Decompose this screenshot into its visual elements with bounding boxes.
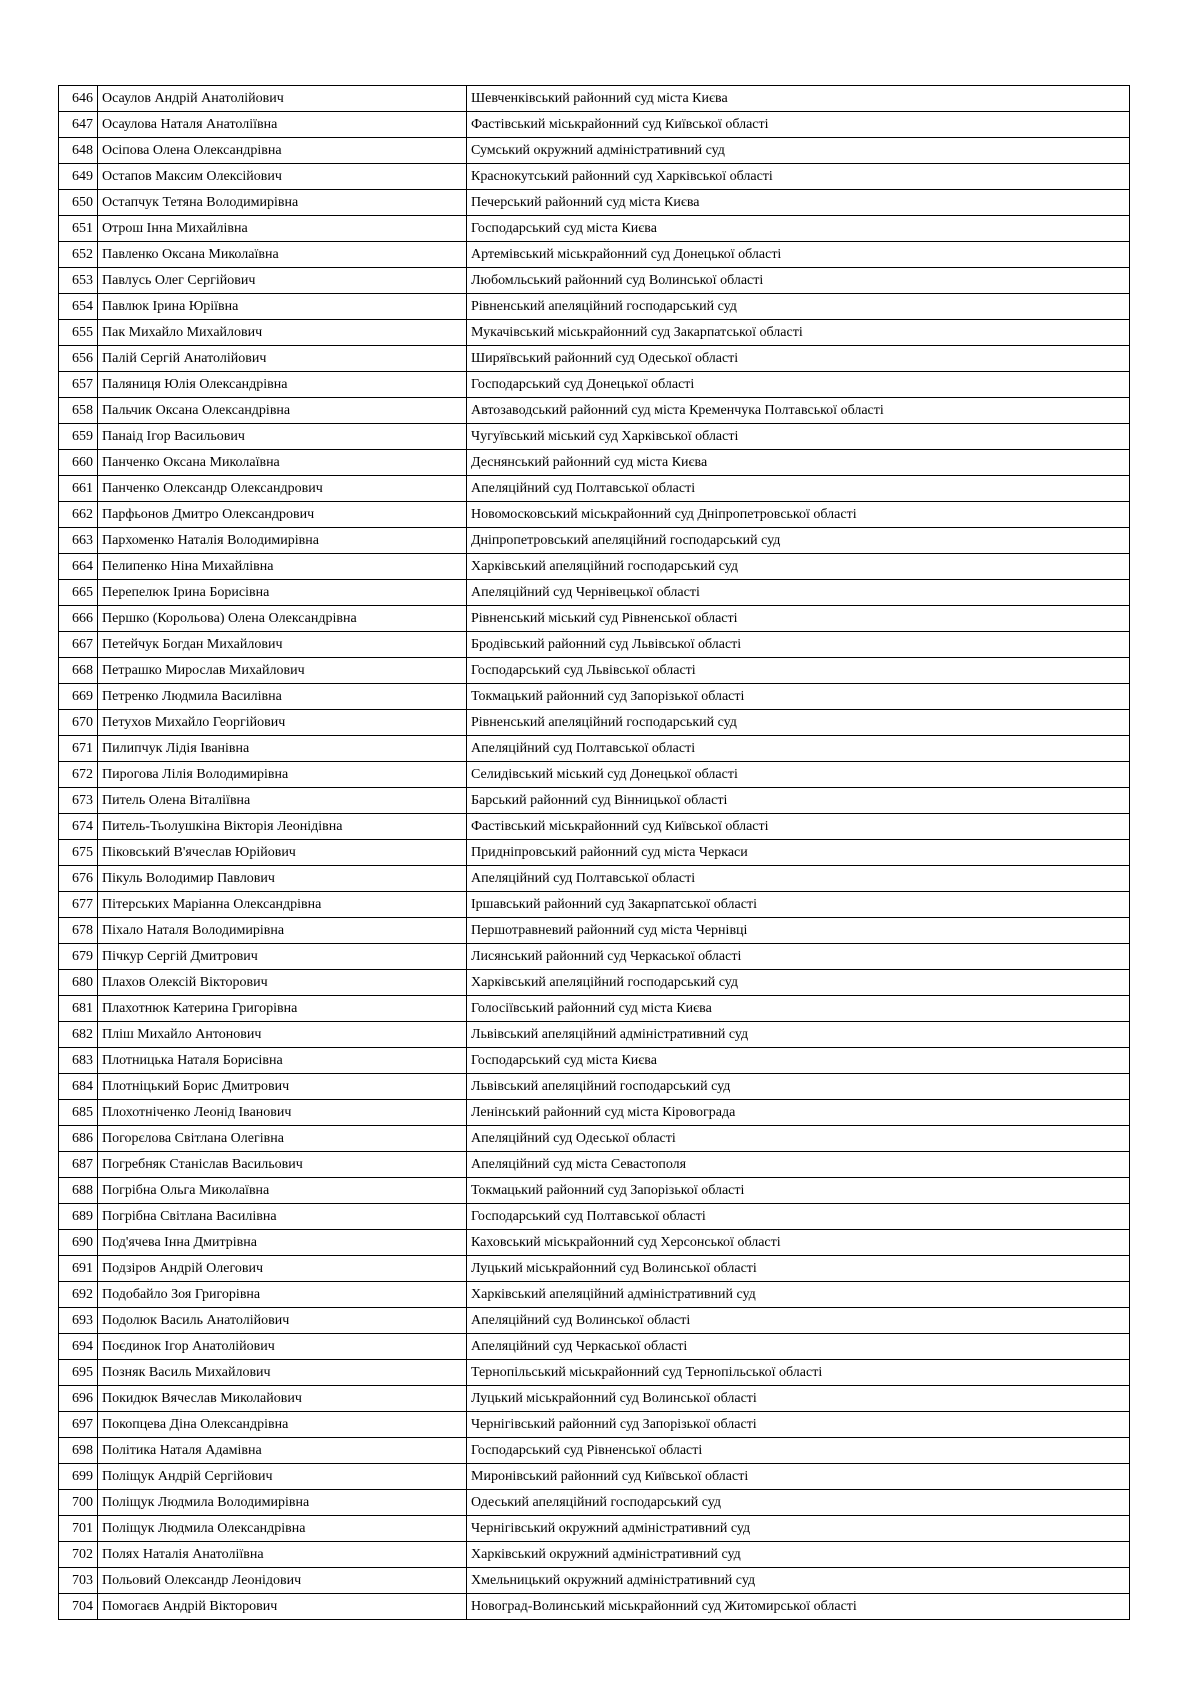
judge-name-cell: Паляниця Юлія Олександрівна [98, 372, 467, 398]
row-number-cell: 697 [59, 1412, 98, 1438]
row-number-cell: 699 [59, 1464, 98, 1490]
table-row [59, 788, 1130, 814]
court-name-cell: Одеський апеляційний господарський суд [467, 1490, 1130, 1516]
row-number-cell: 650 [59, 190, 98, 216]
court-name-cell: Першотравневий районний суд міста Чернівці [467, 918, 1130, 944]
table-row [59, 1360, 1130, 1386]
judge-name-cell: Питель-Тьолушкіна Вікторія Леонідівна [98, 814, 467, 840]
court-name-cell: Господарський суд міста Києва [467, 1048, 1130, 1074]
judge-name-cell: Плотницька Наталя Борисівна [98, 1048, 467, 1074]
table-row [59, 398, 1130, 424]
court-name-cell: Сумський окружний адміністративний суд [467, 138, 1130, 164]
court-name-cell: Львівський апеляційний господарський суд [467, 1074, 1130, 1100]
judge-name-cell: Пелипенко Ніна Михайлівна [98, 554, 467, 580]
row-number-cell: 682 [59, 1022, 98, 1048]
table-row [59, 476, 1130, 502]
judge-name-cell: Под'ячева Інна Дмитрівна [98, 1230, 467, 1256]
table-row [59, 112, 1130, 138]
court-name-cell: Артемівський міськрайонний суд Донецької області [467, 242, 1130, 268]
court-name-cell: Селидівський міський суд Донецької області [467, 762, 1130, 788]
court-name-cell: Бродівський районний суд Львівської області [467, 632, 1130, 658]
row-number-cell: 700 [59, 1490, 98, 1516]
row-number-cell: 653 [59, 268, 98, 294]
judge-name-cell: Пархоменко Наталія Володимирівна [98, 528, 467, 554]
court-name-cell: Апеляційний суд Чернівецької області [467, 580, 1130, 606]
court-name-cell: Фастівський міськрайонний суд Київської області [467, 814, 1130, 840]
judge-name-cell: Панченко Оксана Миколаївна [98, 450, 467, 476]
table-row [59, 1256, 1130, 1282]
table-row [59, 268, 1130, 294]
row-number-cell: 662 [59, 502, 98, 528]
table-row [59, 1542, 1130, 1568]
table-row [59, 1386, 1130, 1412]
court-name-cell: Автозаводський районний суд міста Кременчука Полтавської області [467, 398, 1130, 424]
judge-name-cell: Панаід Ігор Васильович [98, 424, 467, 450]
court-name-cell: Апеляційний суд Полтавської області [467, 736, 1130, 762]
table-row [59, 814, 1130, 840]
judge-name-cell: Палій Сергій Анатолійович [98, 346, 467, 372]
row-number-cell: 701 [59, 1516, 98, 1542]
court-name-cell: Апеляційний суд Волинської області [467, 1308, 1130, 1334]
row-number-cell: 667 [59, 632, 98, 658]
table-row [59, 164, 1130, 190]
table-row [59, 866, 1130, 892]
row-number-cell: 668 [59, 658, 98, 684]
row-number-cell: 656 [59, 346, 98, 372]
row-number-cell: 690 [59, 1230, 98, 1256]
row-number-cell: 683 [59, 1048, 98, 1074]
court-name-cell: Львівський апеляційний адміністративний суд [467, 1022, 1130, 1048]
table-row [59, 320, 1130, 346]
judge-name-cell: Пак Михайло Михайлович [98, 320, 467, 346]
table-row [59, 1334, 1130, 1360]
table-row [59, 1412, 1130, 1438]
table-row [59, 632, 1130, 658]
court-name-cell: Рівненський апеляційний господарський суд [467, 294, 1130, 320]
row-number-cell: 669 [59, 684, 98, 710]
table-row [59, 580, 1130, 606]
table-row [59, 918, 1130, 944]
court-name-cell: Господарський суд Рівненської області [467, 1438, 1130, 1464]
judge-name-cell: Пітерських Маріанна Олександрівна [98, 892, 467, 918]
table-row [59, 1022, 1130, 1048]
row-number-cell: 655 [59, 320, 98, 346]
row-number-cell: 661 [59, 476, 98, 502]
table-row [59, 892, 1130, 918]
judge-name-cell: Поліщук Андрій Сергійович [98, 1464, 467, 1490]
row-number-cell: 689 [59, 1204, 98, 1230]
row-number-cell: 657 [59, 372, 98, 398]
row-number-cell: 660 [59, 450, 98, 476]
table-row [59, 450, 1130, 476]
judge-name-cell: Полях Наталія Анатоліївна [98, 1542, 467, 1568]
table-row [59, 216, 1130, 242]
judge-name-cell: Пальчик Оксана Олександрівна [98, 398, 467, 424]
row-number-cell: 677 [59, 892, 98, 918]
table-row [59, 1100, 1130, 1126]
row-number-cell: 680 [59, 970, 98, 996]
court-name-cell: Ширяївський районний суд Одеської області [467, 346, 1130, 372]
row-number-cell: 648 [59, 138, 98, 164]
court-name-cell: Апеляційний суд Одеської області [467, 1126, 1130, 1152]
table-row [59, 1464, 1130, 1490]
table-row [59, 86, 1130, 112]
table-row [59, 1594, 1130, 1620]
table-row [59, 944, 1130, 970]
court-name-cell: Ленінський районний суд міста Кіровограда [467, 1100, 1130, 1126]
judge-name-cell: Панченко Олександр Олександрович [98, 476, 467, 502]
court-name-cell: Миронівський районний суд Київської області [467, 1464, 1130, 1490]
judge-name-cell: Остапов Максим Олексійович [98, 164, 467, 190]
row-number-cell: 673 [59, 788, 98, 814]
judge-name-cell: Подобайло Зоя Григорівна [98, 1282, 467, 1308]
judge-name-cell: Петренко Людмила Василівна [98, 684, 467, 710]
judge-name-cell: Польовий Олександр Леонідович [98, 1568, 467, 1594]
table-row [59, 1438, 1130, 1464]
table-row [59, 1152, 1130, 1178]
row-number-cell: 651 [59, 216, 98, 242]
table-row [59, 1204, 1130, 1230]
table-row [59, 1516, 1130, 1542]
row-number-cell: 652 [59, 242, 98, 268]
row-number-cell: 646 [59, 86, 98, 112]
court-name-cell: Печерський районний суд міста Києва [467, 190, 1130, 216]
court-name-cell: Токмацький районний суд Запорізької області [467, 1178, 1130, 1204]
row-number-cell: 691 [59, 1256, 98, 1282]
court-name-cell: Апеляційний суд міста Севастополя [467, 1152, 1130, 1178]
row-number-cell: 672 [59, 762, 98, 788]
court-name-cell: Луцький міськрайонний суд Волинської області [467, 1256, 1130, 1282]
judge-name-cell: Плотніцький Борис Дмитрович [98, 1074, 467, 1100]
row-number-cell: 695 [59, 1360, 98, 1386]
judge-name-cell: Петухов Михайло Георгійович [98, 710, 467, 736]
court-name-cell: Мукачівський міськрайонний суд Закарпатської області [467, 320, 1130, 346]
row-number-cell: 674 [59, 814, 98, 840]
judge-name-cell: Піковський В'ячеслав Юрійович [98, 840, 467, 866]
court-name-cell: Рівненський апеляційний господарський суд [467, 710, 1130, 736]
court-name-cell: Чернігівський окружний адміністративний суд [467, 1516, 1130, 1542]
court-name-cell: Апеляційний суд Черкаської області [467, 1334, 1130, 1360]
row-number-cell: 687 [59, 1152, 98, 1178]
judge-name-cell: Позняк Василь Михайлович [98, 1360, 467, 1386]
court-name-cell: Харківський окружний адміністративний суд [467, 1542, 1130, 1568]
table-row [59, 658, 1130, 684]
row-number-cell: 663 [59, 528, 98, 554]
row-number-cell: 675 [59, 840, 98, 866]
court-name-cell: Луцький міськрайонний суд Волинської області [467, 1386, 1130, 1412]
table-row [59, 736, 1130, 762]
court-name-cell: Токмацький районний суд Запорізької області [467, 684, 1130, 710]
table-row [59, 1308, 1130, 1334]
table-row [59, 242, 1130, 268]
judge-name-cell: Подолюк Василь Анатолійович [98, 1308, 467, 1334]
table-row [59, 528, 1130, 554]
table-row [59, 996, 1130, 1022]
table-row [59, 762, 1130, 788]
table-row [59, 1126, 1130, 1152]
judge-name-cell: Піхало Наталя Володимирівна [98, 918, 467, 944]
table-row [59, 1074, 1130, 1100]
court-name-cell: Краснокутський районний суд Харківської області [467, 164, 1130, 190]
table-row [59, 294, 1130, 320]
court-name-cell: Барський районний суд Вінницької області [467, 788, 1130, 814]
table-row [59, 554, 1130, 580]
judge-name-cell: Пліш Михайло Антонович [98, 1022, 467, 1048]
table-row [59, 710, 1130, 736]
judge-name-cell: Павлусь Олег Сергійович [98, 268, 467, 294]
court-name-cell: Господарський суд Донецької області [467, 372, 1130, 398]
court-name-cell: Господарський суд міста Києва [467, 216, 1130, 242]
row-number-cell: 703 [59, 1568, 98, 1594]
row-number-cell: 704 [59, 1594, 98, 1620]
judge-name-cell: Політика Наталя Адамівна [98, 1438, 467, 1464]
table-row [59, 606, 1130, 632]
judge-name-cell: Осіпова Олена Олександрівна [98, 138, 467, 164]
row-number-cell: 692 [59, 1282, 98, 1308]
table-row [59, 190, 1130, 216]
court-name-cell: Чугуївський міський суд Харківської області [467, 424, 1130, 450]
judge-name-cell: Плахотнюк Катерина Григорівна [98, 996, 467, 1022]
table-row [59, 346, 1130, 372]
row-number-cell: 664 [59, 554, 98, 580]
row-number-cell: 654 [59, 294, 98, 320]
judge-name-cell: Першко (Корольова) Олена Олександрівна [98, 606, 467, 632]
judge-name-cell: Покопцева Діна Олександрівна [98, 1412, 467, 1438]
judge-name-cell: Покидюк Вячеслав Миколайович [98, 1386, 467, 1412]
judge-name-cell: Помогаєв Андрій Вікторович [98, 1594, 467, 1620]
row-number-cell: 688 [59, 1178, 98, 1204]
court-name-cell: Любомльський районний суд Волинської області [467, 268, 1130, 294]
row-number-cell: 670 [59, 710, 98, 736]
court-name-cell: Лисянський районний суд Черкаської області [467, 944, 1130, 970]
judge-name-cell: Погорєлова Світлана Олегівна [98, 1126, 467, 1152]
judge-name-cell: Погрібна Ольга Миколаївна [98, 1178, 467, 1204]
judge-name-cell: Пічкур Сергій Дмитрович [98, 944, 467, 970]
row-number-cell: 659 [59, 424, 98, 450]
court-name-cell: Господарський суд Львівської області [467, 658, 1130, 684]
court-name-cell: Апеляційний суд Полтавської області [467, 476, 1130, 502]
court-name-cell: Харківський апеляційний господарський суд [467, 554, 1130, 580]
court-name-cell: Деснянський районний суд міста Києва [467, 450, 1130, 476]
row-number-cell: 693 [59, 1308, 98, 1334]
court-name-cell: Голосіївський районний суд міста Києва [467, 996, 1130, 1022]
row-number-cell: 647 [59, 112, 98, 138]
row-number-cell: 679 [59, 944, 98, 970]
judge-name-cell: Павленко Оксана Миколаївна [98, 242, 467, 268]
table-row [59, 502, 1130, 528]
row-number-cell: 681 [59, 996, 98, 1022]
court-name-cell: Новоград-Волинський міськрайонний суд Житомирської області [467, 1594, 1130, 1620]
court-name-cell: Каховський міськрайонний суд Херсонської області [467, 1230, 1130, 1256]
court-name-cell: Шевченківський районний суд міста Києва [467, 86, 1130, 112]
table-row [59, 970, 1130, 996]
judge-name-cell: Пилипчук Лідія Іванівна [98, 736, 467, 762]
judge-name-cell: Отрош Інна Михайлівна [98, 216, 467, 242]
row-number-cell: 671 [59, 736, 98, 762]
judge-name-cell: Петрашко Мирослав Михайлович [98, 658, 467, 684]
row-number-cell: 666 [59, 606, 98, 632]
table-row [59, 1282, 1130, 1308]
judge-name-cell: Погрібна Світлана Василівна [98, 1204, 467, 1230]
table-row [59, 1568, 1130, 1594]
judge-name-cell: Пирогова Лілія Володимирівна [98, 762, 467, 788]
table-row [59, 684, 1130, 710]
judge-name-cell: Остапчук Тетяна Володимирівна [98, 190, 467, 216]
row-number-cell: 678 [59, 918, 98, 944]
table-row [59, 1230, 1130, 1256]
row-number-cell: 702 [59, 1542, 98, 1568]
table-row [59, 1490, 1130, 1516]
table-row [59, 372, 1130, 398]
court-name-cell: Апеляційний суд Полтавської області [467, 866, 1130, 892]
judge-name-cell: Петейчук Богдан Михайлович [98, 632, 467, 658]
court-name-cell: Тернопільський міськрайонний суд Тернопільської області [467, 1360, 1130, 1386]
court-name-cell: Рівненський міський суд Рівненської області [467, 606, 1130, 632]
judge-name-cell: Павлюк Ірина Юріївна [98, 294, 467, 320]
judges-table [58, 85, 1130, 1620]
table-row [59, 1048, 1130, 1074]
table-row [59, 138, 1130, 164]
judge-name-cell: Плохотніченко Леонід Іванович [98, 1100, 467, 1126]
judge-name-cell: Питель Олена Віталіївна [98, 788, 467, 814]
table-row [59, 1178, 1130, 1204]
row-number-cell: 684 [59, 1074, 98, 1100]
judge-name-cell: Осаулов Андрій Анатолійович [98, 86, 467, 112]
table-row [59, 840, 1130, 866]
judge-name-cell: Парфьонов Дмитро Олександрович [98, 502, 467, 528]
court-name-cell: Придніпровський районний суд міста Черкаси [467, 840, 1130, 866]
row-number-cell: 696 [59, 1386, 98, 1412]
court-name-cell: Чернігівський районний суд Запорізької області [467, 1412, 1130, 1438]
judge-name-cell: Поліщук Людмила Олександрівна [98, 1516, 467, 1542]
row-number-cell: 698 [59, 1438, 98, 1464]
row-number-cell: 658 [59, 398, 98, 424]
row-number-cell: 665 [59, 580, 98, 606]
court-name-cell: Фастівський міськрайонний суд Київської області [467, 112, 1130, 138]
judges-table-body [59, 86, 1130, 1620]
court-name-cell: Новомосковський міськрайонний суд Дніпропетровської області [467, 502, 1130, 528]
judge-name-cell: Поліщук Людмила Володимирівна [98, 1490, 467, 1516]
judge-name-cell: Подзіров Андрій Олегович [98, 1256, 467, 1282]
court-name-cell: Харківський апеляційний господарський суд [467, 970, 1130, 996]
row-number-cell: 694 [59, 1334, 98, 1360]
court-name-cell: Іршавський районний суд Закарпатської області [467, 892, 1130, 918]
judge-name-cell: Поєдинок Ігор Анатолійович [98, 1334, 467, 1360]
judge-name-cell: Плахов Олексій Вікторович [98, 970, 467, 996]
judge-name-cell: Осаулова Наталя Анатоліївна [98, 112, 467, 138]
row-number-cell: 685 [59, 1100, 98, 1126]
row-number-cell: 686 [59, 1126, 98, 1152]
judge-name-cell: Погребняк Станіслав Васильович [98, 1152, 467, 1178]
row-number-cell: 649 [59, 164, 98, 190]
judge-name-cell: Пікуль Володимир Павлович [98, 866, 467, 892]
court-name-cell: Господарський суд Полтавської області [467, 1204, 1130, 1230]
judge-name-cell: Перепелюк Ірина Борисівна [98, 580, 467, 606]
court-name-cell: Дніпропетровський апеляційний господарський суд [467, 528, 1130, 554]
court-name-cell: Хмельницький окружний адміністративний суд [467, 1568, 1130, 1594]
court-name-cell: Харківський апеляційний адміністративний суд [467, 1282, 1130, 1308]
table-row [59, 424, 1130, 450]
row-number-cell: 676 [59, 866, 98, 892]
